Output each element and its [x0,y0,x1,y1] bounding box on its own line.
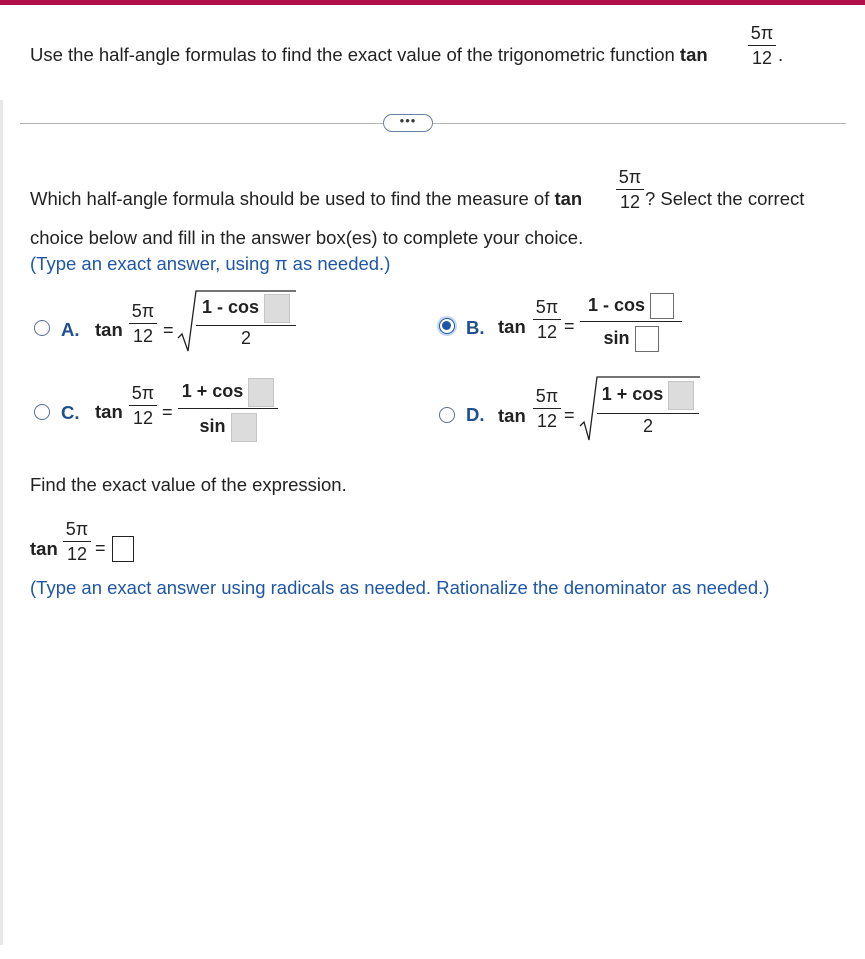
option-b-rhs-den: sin [603,328,630,348]
question-frac-num: 5π [750,23,774,43]
find-den: 12 [66,544,88,564]
option-a-letter: A. [61,319,80,340]
option-b-num: 5π [535,297,559,317]
option-b-rhs-fraction [580,290,682,353]
find-hint: (Type an exact answer using radicals as needed. Rationalize the denominator as needed.) [30,577,770,598]
expand-more-button[interactable]: ••• [383,114,433,132]
option-c-radio[interactable] [34,404,50,420]
option-c-num: 5π [131,383,155,403]
option-c-rhs-den: sin [199,416,226,436]
prompt-line1 [30,188,582,210]
find-func: tan [30,538,58,559]
option-a-equals: = [163,320,174,340]
option-a-radio[interactable] [34,320,50,336]
question-period: . [778,44,784,65]
prompt-text: Which half-angle formula should be used to find the measure of [30,188,550,209]
option-c-func: tan [95,401,123,422]
option-d-func: tan [498,405,526,426]
question-fraction [748,22,776,69]
option-c-cos-input[interactable] [248,378,274,407]
option-d-cos-input[interactable] [668,381,694,410]
option-d-letter: D. [466,404,485,425]
prompt-frac-den: 12 [619,192,641,212]
option-b-func: tan [498,316,526,337]
option-d-num: 5π [535,386,559,406]
option-a-fraction [129,300,157,347]
option-c-sin-input[interactable] [231,413,257,442]
option-c-rhs-fraction [178,375,278,442]
option-c-letter: C. [61,402,80,423]
find-answer-input[interactable] [112,536,134,562]
option-c-den: 12 [132,408,154,428]
option-d-inner-den: 2 [642,416,653,436]
question-func: tan [679,44,708,65]
option-a-func: tan [95,319,123,340]
option-a-cos-input[interactable] [264,294,290,323]
prompt-func: tan [554,188,583,209]
option-c-equals: = [162,402,173,422]
left-edge [0,100,3,945]
question-frac-den: 12 [751,48,773,68]
question-text [30,44,708,66]
find-answer-box[interactable] [112,536,134,562]
option-b-equals: = [564,316,575,336]
option-d-equals: = [564,405,575,425]
top-accent-bar [0,0,865,5]
option-c-rhs-num: 1 + cos [181,381,244,401]
option-d-inner-num: 1 + cos [601,384,664,404]
option-b-sin-input[interactable] [635,326,659,352]
option-a-num: 5π [131,301,155,321]
prompt-line2: choice below and fill in the answer box(es) to complete your choice. [30,227,584,248]
prompt-fraction [616,166,644,213]
option-d-radio[interactable] [439,407,455,423]
prompt-tail: ? Select the correct [645,188,805,209]
option-a-den: 12 [132,326,154,346]
option-b-radio[interactable] [439,318,455,334]
option-b-letter: B. [466,317,485,338]
option-d-inner-fraction [597,376,699,437]
option-a-inner-num: 1 - cos [201,297,259,317]
prompt-frac-num: 5π [618,167,642,187]
find-text: Find the exact value of the expression. [30,474,347,495]
option-d-fraction [533,385,561,432]
option-b-fraction [533,296,561,343]
option-d-den: 12 [536,411,558,431]
prompt-hint: (Type an exact answer, using π as needed.) [30,253,391,274]
section-divider [20,123,846,124]
find-fraction [63,518,91,565]
question-sentence: Use the half-angle formulas to find the exact value of the trigonometric function [30,44,675,65]
option-b-den: 12 [536,322,558,342]
option-c-fraction [129,382,157,429]
option-b-rhs-num: 1 - cos [587,295,645,315]
find-equals: = [95,538,106,558]
find-num: 5π [65,519,89,539]
option-a-inner-den: 2 [240,328,251,348]
option-a-inner-fraction [196,290,296,349]
option-b-cos-input[interactable] [650,293,674,319]
